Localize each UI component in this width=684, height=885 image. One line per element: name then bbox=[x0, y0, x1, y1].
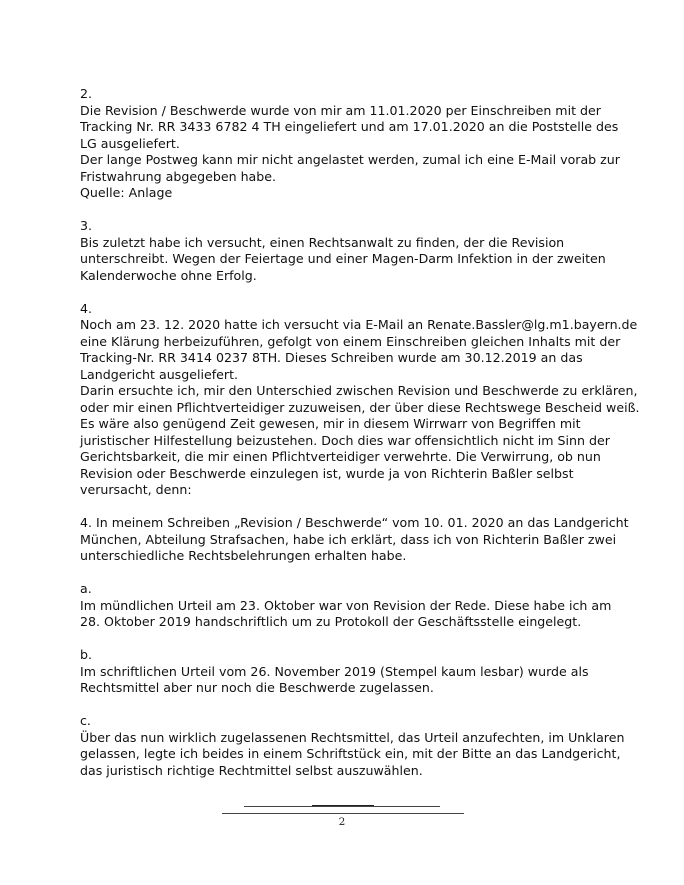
paragraph-c bbox=[80, 713, 625, 779]
text-line: unterschreibt. Wegen der Feiertage und einer Magen-Darm Infektion in der zweiten bbox=[80, 251, 606, 266]
document-body bbox=[80, 86, 640, 796]
paragraph-2 bbox=[80, 86, 620, 202]
text-line: unterschiedliche Rechtsbelehrungen erhalten habe. bbox=[80, 548, 407, 563]
text-line: gelassen, legte ich beides in einem Schriftstück ein, mit der Bitte an das Landgericht, bbox=[80, 746, 621, 761]
text-line: Landgericht ausgeliefert. bbox=[80, 366, 239, 382]
text-line: eine Klärung herbeizuführen, gefolgt von einem Einschreiben gleichen Inhalts mit der bbox=[80, 333, 621, 349]
text-line: Rechtsmittel aber nur noch die Beschwerde zugelassen. bbox=[80, 680, 434, 695]
section-number: 4. bbox=[80, 300, 93, 316]
footer-divider-accent bbox=[312, 805, 374, 806]
section-letter: a. bbox=[80, 581, 92, 596]
section-number: 2. bbox=[80, 86, 93, 101]
footer-divider bbox=[244, 806, 440, 807]
text-line: Über das nun wirklich zugelassenen Rechtsmittel, das Urteil anzufechten, im Unklaren bbox=[80, 729, 625, 745]
page-number: 2 bbox=[338, 816, 346, 828]
text-line: Die Revision / Beschwerde wurde von mir am 11.01.2020 per Einschreiben mit der bbox=[80, 102, 601, 118]
section-letter: b. bbox=[80, 647, 92, 662]
text-line: das juristisch richtige Rechtmittel selbst auszuwählen. bbox=[80, 762, 423, 778]
text-line: 28. Oktober 2019 handschriftlich um zu Protokoll der Geschäftsstelle eingelegt. bbox=[80, 614, 582, 629]
text-line: Gerichtsbarkeit, die mir einen Pflichtverteidiger verwehrte. Die Verwirrung, ob nun bbox=[80, 449, 601, 464]
text-line: Bis zuletzt habe ich versucht, einen Rechtsanwalt zu finden, der die Revision bbox=[80, 234, 565, 250]
text-line: Darin ersuchte ich, mir den Unterschied zwischen Revision und Beschwerde zu erklären, bbox=[80, 383, 638, 398]
text-line: juristischer Hilfestellung beizustehen. Doch dies war offensichtlich nicht im Sinn der bbox=[80, 432, 610, 448]
text-line: Fristwahrung abgegeben habe. bbox=[80, 168, 277, 184]
paragraph-a bbox=[80, 581, 620, 631]
paragraph-3 bbox=[80, 218, 620, 284]
text-line: Quelle: Anlage bbox=[80, 185, 173, 200]
text-line: verursacht, denn: bbox=[80, 482, 192, 497]
text-line: Tracking Nr. RR 3433 6782 4 TH eingeliefert und am 17.01.2020 an die Poststelle des bbox=[80, 119, 619, 134]
footer-divider bbox=[222, 813, 464, 814]
text-line: Kalenderwoche ohne Erfolg. bbox=[80, 267, 257, 283]
paragraph-4 bbox=[80, 300, 640, 499]
text-line: Es wäre also genügend Zeit gewesen, mir in diesem Wirrwarr von Begriffen mit bbox=[80, 416, 581, 431]
text-line: Tracking-Nr. RR 3414 0237 8TH. Dieses Schreiben wurde am 30.12.2019 an das bbox=[80, 350, 583, 365]
paragraph-b bbox=[80, 647, 620, 697]
text-line: Noch am 23. 12. 2020 hatte ich versucht via E-Mail an Renate.Bassler@lg.m1.bayern.de bbox=[80, 317, 638, 332]
text-line: Revision oder Beschwerde einzulegen ist, wurde ja von Richterin Baßler selbst bbox=[80, 465, 574, 481]
text-line: oder mir einen Pflichtverteidiger zuzuweisen, der über diese Rechtswege Bescheid weiß. bbox=[80, 399, 640, 415]
text-line: München, Abteilung Strafsachen, habe ich erklärt, dass ich von Richterin Baßler zwei bbox=[80, 531, 617, 547]
text-line: Im schriftlichen Urteil vom 26. November 2019 (Stempel kaum lesbar) wurde als bbox=[80, 663, 589, 679]
text-line: Der lange Postweg kann mir nicht angelastet werden, zumal ich eine E-Mail vorab zur bbox=[80, 152, 620, 167]
text-line: 4. In meinem Schreiben „Revision / Beschwerde“ vom 10. 01. 2020 an das Landgericht bbox=[80, 515, 629, 530]
paragraph-4-letter bbox=[80, 515, 629, 565]
section-number: 3. bbox=[80, 218, 93, 233]
text-line: LG ausgeliefert. bbox=[80, 135, 180, 151]
section-letter: c. bbox=[80, 713, 91, 728]
text-line: Im mündlichen Urteil am 23. Oktober war von Revision der Rede. Diese habe ich am bbox=[80, 597, 612, 613]
